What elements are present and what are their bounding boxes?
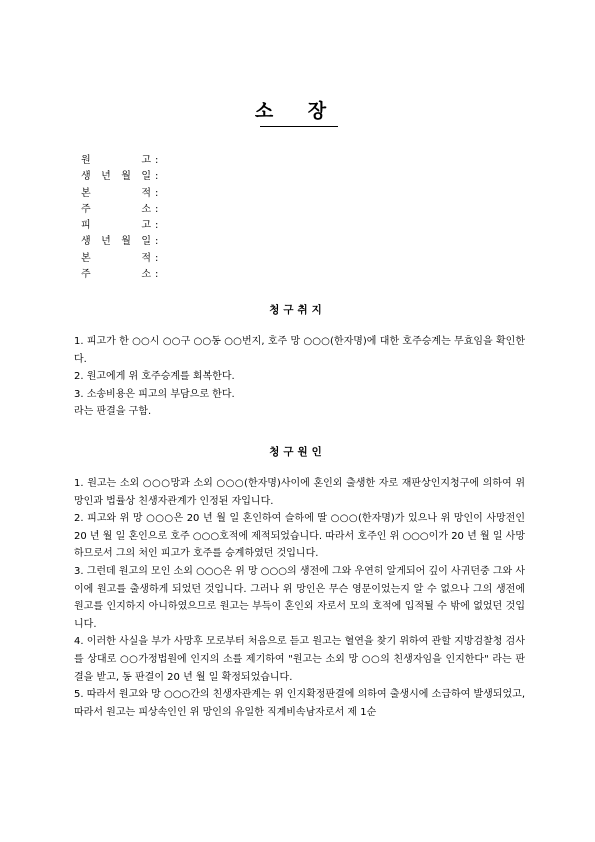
party-label: [81, 169, 151, 185]
party-label-char: 적: [141, 252, 151, 264]
party-row-plaintiff-birthdate: [81, 169, 158, 185]
claim-heading: 청구취지: [269, 304, 326, 316]
party-label-char: 소: [141, 203, 151, 215]
party-colon: :: [155, 252, 159, 264]
party-colon: :: [155, 220, 159, 232]
party-label: [81, 186, 151, 202]
party-label: [81, 202, 151, 218]
party-label-char: 주: [81, 269, 91, 281]
cause-body: [74, 475, 525, 721]
party-colon: :: [155, 269, 159, 281]
party-row-plaintiff-domicile: [81, 186, 158, 202]
party-label-char: 월: [121, 236, 131, 248]
party-colon: :: [155, 171, 159, 183]
document-title: 소 장: [254, 100, 341, 122]
party-label-char: 소: [141, 269, 151, 281]
party-row-defendant-address: [81, 267, 158, 283]
claim-paragraph: 라는 판결을 구함.: [74, 406, 152, 418]
party-info-list: [81, 153, 158, 283]
party-label-char: 피: [81, 220, 91, 232]
party-label-char: 년: [101, 171, 111, 183]
party-colon: :: [155, 187, 159, 199]
party-row-defendant-birthdate: [81, 234, 158, 250]
cause-paragraph: 1. 원고는 소외 ○○○망과 소외 ○○○(한자명)사이에 혼인외 출생한 자로 재판상인지청구에 의하여 위 망인과 법률상 친생자관계가 인정된 자입니다.: [74, 478, 525, 507]
cause-paragraph: 2. 피고와 위 망 ○○○은 20 년 월 일 혼인하여 슬하에 딸 ○○○(한자명)가 있으나 위 망인이 사망전인 20 년 월 일 혼인으로 호주 ○○○호적에 제적되었습니다. 따라서 호주인 위 ○○○이가 20 년 월 일 사망하므로서 그의 처인 피고가 호주를 승계하였던 것입니다.: [74, 513, 525, 560]
party-colon: :: [155, 155, 159, 166]
claim-paragraph: 1. 피고가 한 ○○시 ○○구 ○○동 ○○번지, 호주 망 ○○○(한자명)에 대한 호주승계는 무효임을 확인한다.: [74, 336, 525, 365]
party-colon: :: [155, 236, 159, 248]
party-label-char: 주: [81, 203, 91, 215]
party-label-char: 생: [81, 236, 91, 248]
party-label-char: 본: [81, 252, 91, 264]
party-colon: :: [155, 203, 159, 215]
party-label: [81, 251, 151, 267]
party-label: [81, 234, 151, 250]
claim-paragraph: 2. 원고에게 위 호주승계를 회복한다.: [74, 371, 235, 383]
title-underline: [260, 126, 338, 127]
claim-body: [74, 333, 525, 421]
party-label: [81, 153, 151, 169]
cause-paragraph: 5. 따라서 원고와 망 ○○○간의 친생자관계는 위 인지확정판결에 의하여 출생시에 소급하여 발생되었고, 따라서 원고는 피상속인인 위 망인의 유일한 직계비속남자로서 제 1순: [74, 689, 525, 718]
cause-paragraph: 4. 이러한 사실을 부가 사망후 모로부터 처음으로 듣고 원고는 혈연을 찾기 위하여 관할 지방검찰청 검사를 상대로 ○○가정법원에 인지의 소를 제기하여 "원고는 소외 망 ○○의 친생자임을 인지한다" 라는 판결을 받고, 동 판결이 20 년 월 일 확정되었습니다.: [74, 636, 525, 683]
party-label-char: 고: [141, 155, 151, 166]
party-label-char: 년: [101, 236, 111, 248]
party-row-plaintiff-address: [81, 202, 158, 218]
cause-heading: 청구원인: [269, 446, 326, 458]
party-label-char: 월: [121, 171, 131, 183]
claim-paragraph: 3. 소송비용은 피고의 부담으로 한다.: [74, 388, 235, 400]
party-label-char: 원: [81, 155, 91, 166]
party-row-defendant-domicile: [81, 251, 158, 267]
party-label-char: 본: [81, 187, 91, 199]
cause-paragraph: 3. 그런데 원고의 모인 소외 ○○○은 위 망 ○○○의 생전에 그와 우연히 알게되어 깊이 사귀던중 그와 사이에 원고를 출생하게 되었던 것입니다. 그러나 위 망인은 무슨 영문이었는지 알 수 없으나 그의 생전에 원고를 인지하지 아니하였으므로 원고는 부득이 혼인외 자로서 모의 호적에 입적될 수 밖에 없었던 것입니다.: [74, 565, 525, 630]
party-row-defendant: [81, 218, 158, 234]
party-label-char: 적: [141, 187, 151, 199]
party-label-char: 일: [141, 236, 151, 248]
party-label-char: 고: [141, 220, 151, 232]
party-label: [81, 267, 151, 283]
party-label: [81, 218, 151, 234]
party-row-plaintiff: [81, 153, 158, 169]
party-label-char: 생: [81, 171, 91, 183]
party-label-char: 일: [141, 171, 151, 183]
